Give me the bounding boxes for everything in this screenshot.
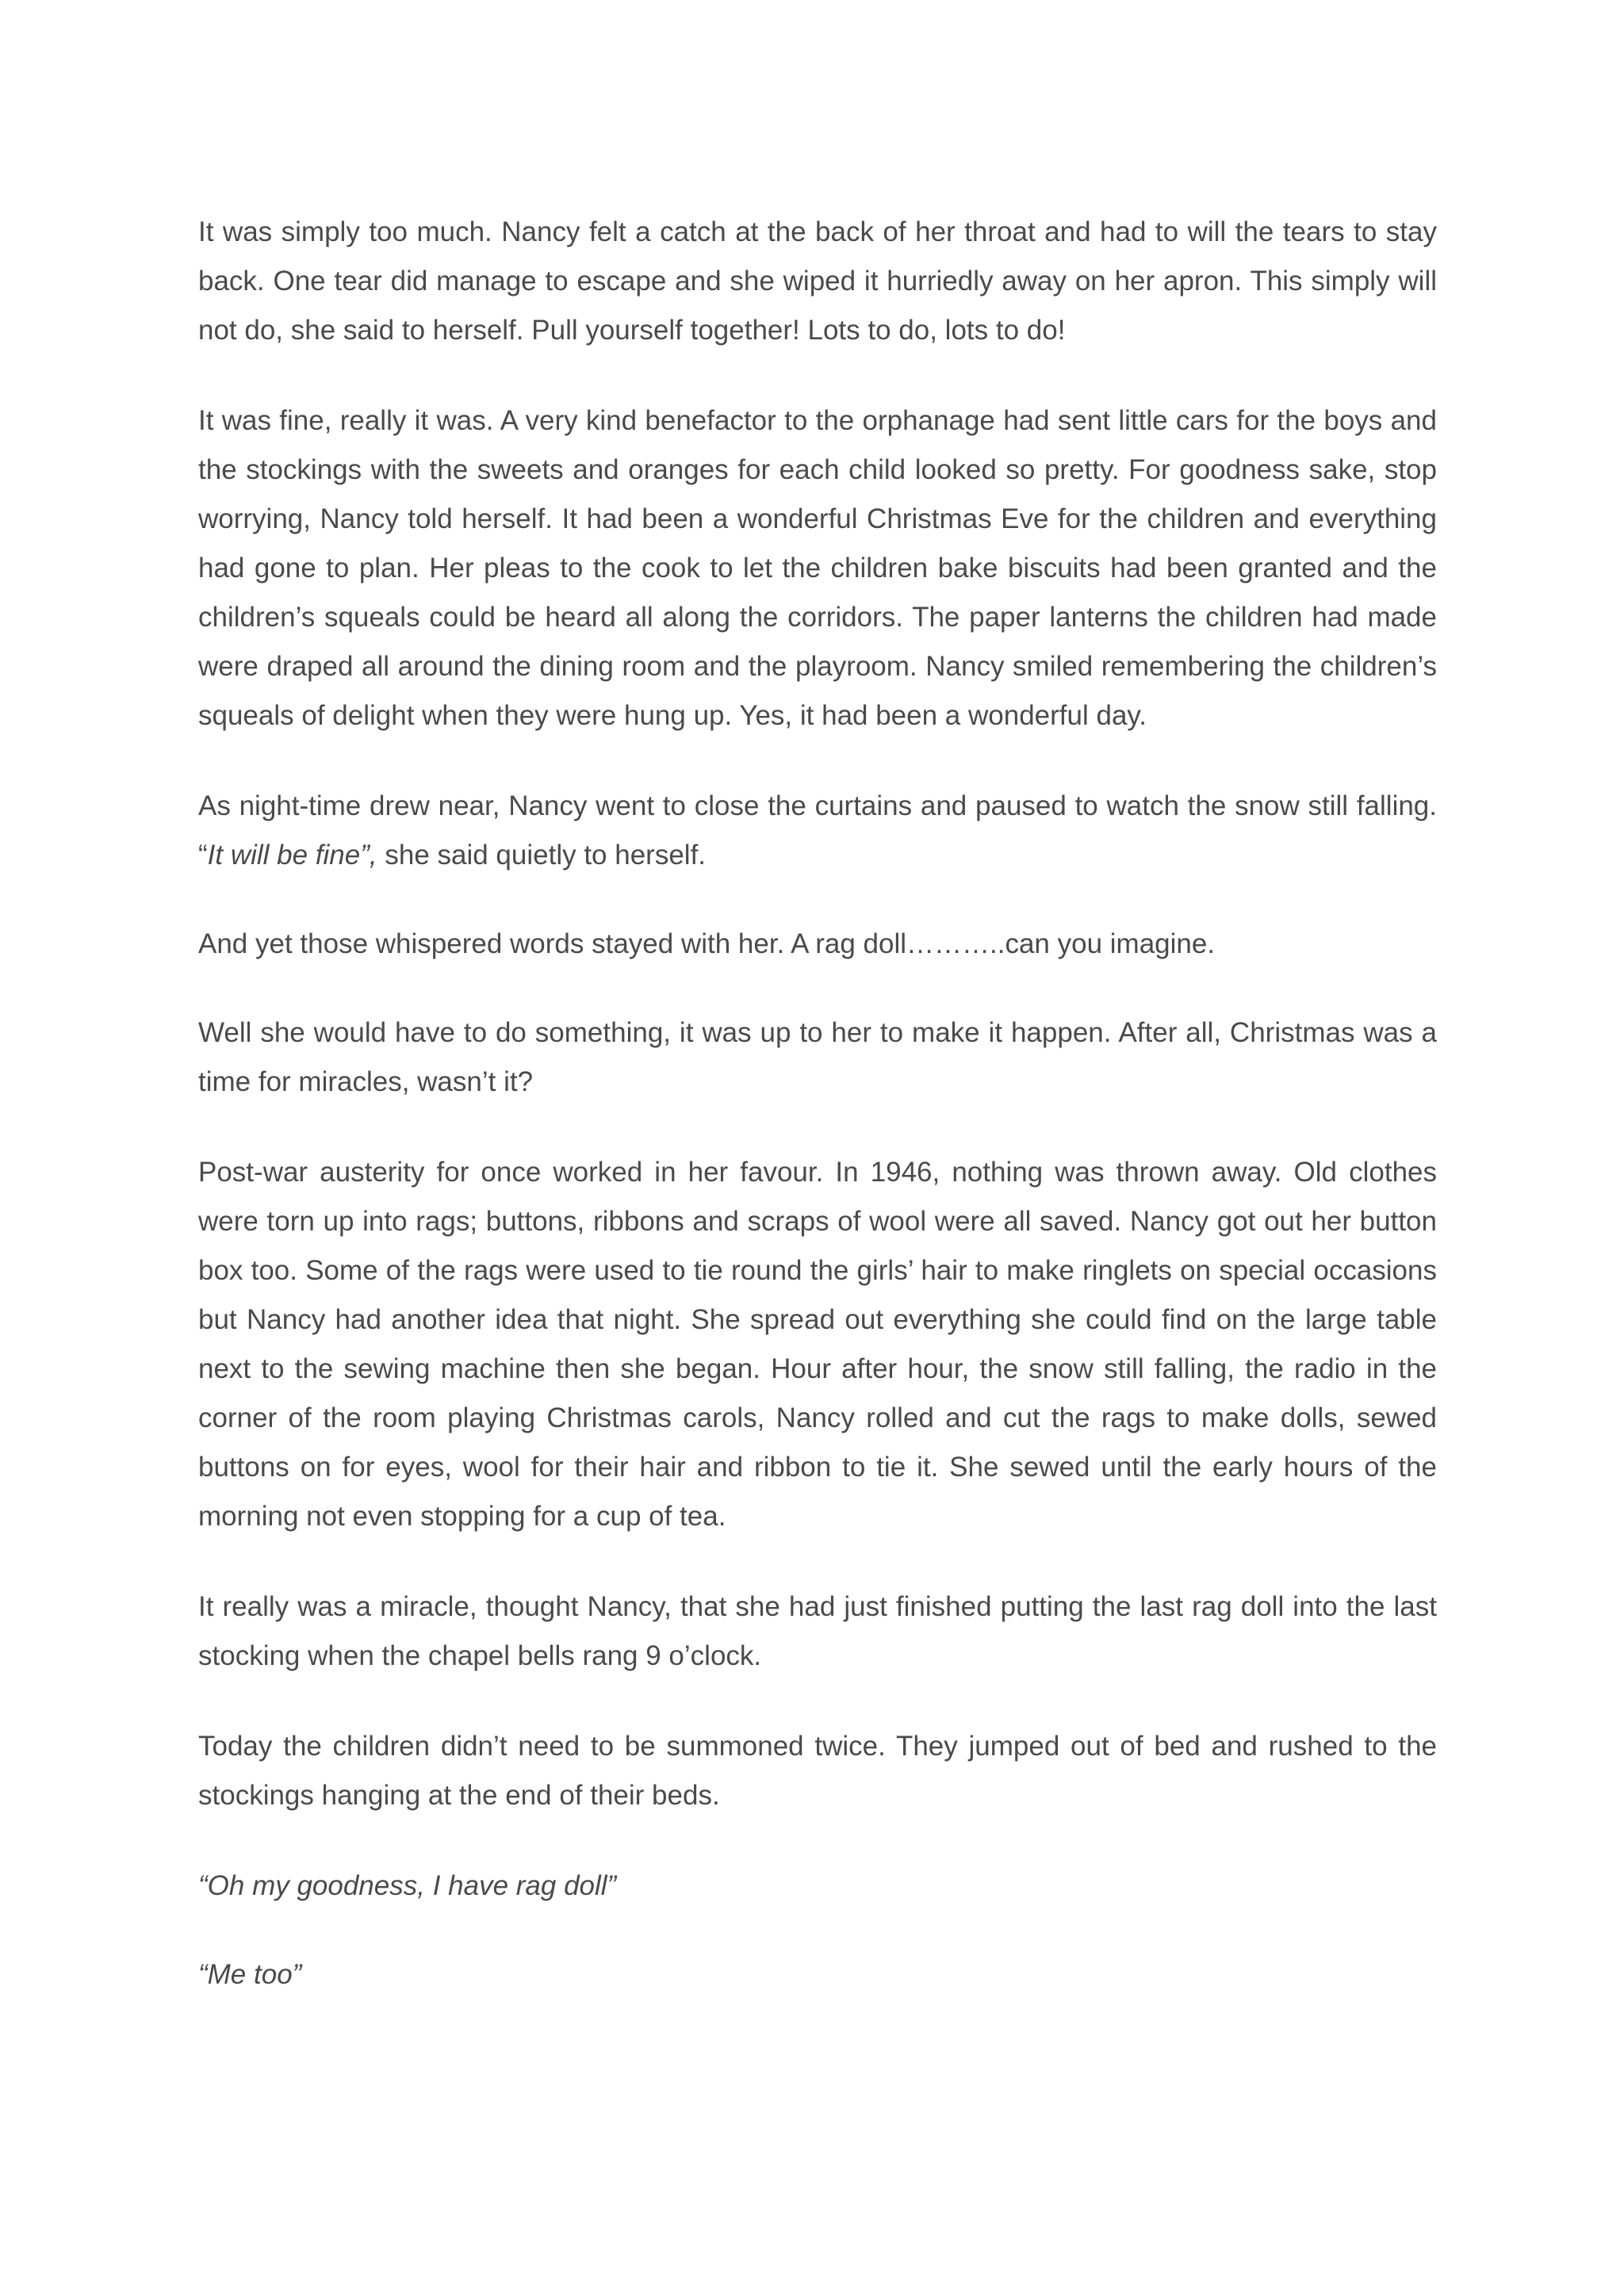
paragraph-2: It was fine, really it was. A very kind benefactor to the orphanage had sent little cars for the boys and the stockings with the sweets and oranges for each child looked so pretty. For goodness sake, stop worrying, Nancy told herself. It had been a wonderful Christmas Eve for the children and everything had gone to plan. Her pleas to the cook to let the children bake biscuits had been granted and the children’s squeals could be heard all along the corridors. The paper lanterns the children had made were draped all around the dining room and the playroom. Nancy smiled remembering the children’s squeals of delight when they were hung up. Yes, it had been a wonderful day. (198, 405, 1437, 731)
quote-line-2: “Me too” (198, 1959, 302, 1990)
quoted-thought: It will be fine”, (207, 840, 377, 871)
quote-line-1: “Oh my goodness, I have rag doll” (198, 1870, 617, 1901)
paragraph-3-start: As night-time drew near, Nancy went to close the curtains and paused to watch the snow still falling. “ (198, 790, 1437, 871)
story-text (198, 208, 1437, 2041)
paragraph-3-end: she said quietly to herself. (377, 840, 707, 871)
paragraph-7: It really was a miracle, thought Nancy, that she had just finished putting the last rag doll into the last stocking when the chapel bells rang 9 o’clock. (198, 1591, 1437, 1671)
paragraph-1: It was simply too much. Nancy felt a catch at the back of her throat and had to will the tears to stay back. One tear did manage to escape and she wiped it hurriedly away on her apron. This simply will not do, she said to herself. Pull yourself together! Lots to do, lots to do! (198, 216, 1437, 346)
paragraph-3 (198, 782, 1437, 880)
paragraph-6: Post-war austerity for once worked in her favour. In 1946, nothing was thrown away. Old clothes were torn up into rags; buttons, ribbons and scraps of wool were all saved. Nancy got out her button box too. Some of the rags were used to tie round the girls’ hair to make ringlets on special occasions but Nancy had another idea that night. She spread out everything she could find on the large table next to the sewing machine then she began. Hour after hour, the snow still falling, the radio in the corner of the room playing Christmas carols, Nancy rolled and cut the rags to make dolls, sewed buttons on for eyes, wool for their hair and ribbon to tie it. She sewed until the early hours of the morning not even stopping for a cup of tea. (198, 1157, 1437, 1532)
paragraph-8: Today the children didn’t need to be summoned twice. They jumped out of bed and rushed to the stockings hanging at the end of their beds. (198, 1731, 1437, 1811)
paragraph-4: And yet those whispered words stayed with her. A rag doll………..can you imagine. (198, 928, 1216, 959)
paragraph-5: Well she would have to do something, it was up to her to make it happen. After all, Christmas was a time for miracles, wasn’t it? (198, 1017, 1437, 1097)
